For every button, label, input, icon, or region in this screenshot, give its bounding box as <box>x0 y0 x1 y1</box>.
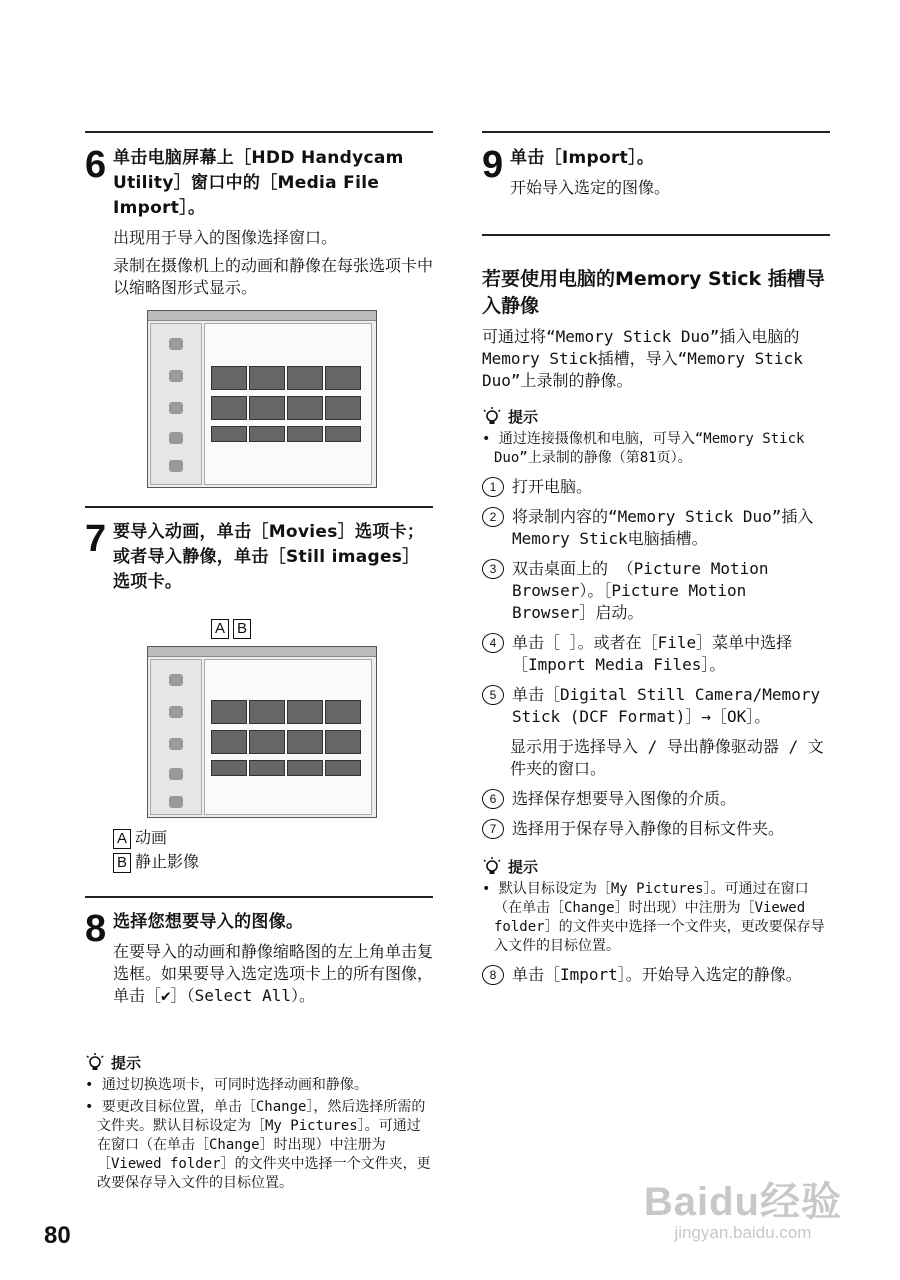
watermark <box>644 1170 842 1243</box>
hint-bullet: • 要更改目标位置，单击［Change］，然后选择所需的文件夹。默认目标设定为［My Pictures］。可通过在窗口（在单击［Change］时出现）中注册为［Viewed folder］的文件夹中选择一个文件夹，更改要保存导入文件的目标位置。 <box>85 1099 431 1191</box>
hint-bullet: • 默认目标设定为［My Pictures］。可通过在窗口（在单击［Change］时出现）中注册为［Viewed folder］的文件夹中选择一个文件夹，更改要保存导入文件的目标位置。 <box>482 881 825 954</box>
hint-bullet: • 通过切换选项卡，可同时选择动画和静像。 <box>85 1077 368 1093</box>
thumbnail <box>325 396 361 420</box>
sidebar-icon <box>169 370 183 382</box>
watermark-url: jingyan.baidu.com <box>674 1223 812 1242</box>
item-number: 4 <box>482 633 504 653</box>
item-text: 双击桌面上的 （Picture Motion Browser）。［Picture Motion Browser］启动。 <box>512 559 769 622</box>
window-titlebar <box>148 647 376 657</box>
divider <box>482 234 830 236</box>
thumbnail <box>287 700 323 724</box>
hint-header <box>482 856 830 877</box>
memory-stick-section <box>482 266 830 986</box>
thumbnail <box>249 760 285 776</box>
watermark-brand: Baidu经验 <box>643 1180 842 1224</box>
sidebar-icon <box>169 432 183 444</box>
step-text: 出现用于导入的图像选择窗口。 <box>113 228 338 247</box>
item-text: 将录制内容的“Memory Stick Duo”插入Memory Stick电脑插槽。 <box>512 507 814 548</box>
thumbnail <box>249 366 285 390</box>
thumbnail <box>287 760 323 776</box>
step-7 <box>85 520 433 595</box>
screenshot-sidebar <box>150 323 202 485</box>
item-text: 单击［Import］。开始导入选定的静像。 <box>512 965 802 984</box>
section-intro: 可通过将“Memory Stick Duo”插入电脑的Memory Stick插槽，导入“Memory Stick Duo”上录制的静像。 <box>482 327 803 390</box>
lightbulb-icon <box>482 857 502 877</box>
sidebar-icon <box>169 402 183 414</box>
legend-label-b: 静止影像 <box>135 852 200 871</box>
callout-legend <box>113 826 199 874</box>
sidebar-icon <box>169 460 183 472</box>
screenshot-main <box>204 323 372 485</box>
utility-screenshot-tabs <box>147 646 377 818</box>
thumbnail <box>287 426 323 442</box>
item-number: 7 <box>482 819 504 839</box>
lightbulb-icon <box>482 407 502 427</box>
step-heading: 单击［Import］。 <box>510 148 655 168</box>
thumbnail <box>211 760 247 776</box>
window-titlebar <box>148 311 376 321</box>
list-item <box>482 558 830 624</box>
item-number: 2 <box>482 507 504 527</box>
thumbnail <box>211 700 247 724</box>
list-item <box>482 632 830 676</box>
thumbnail <box>287 730 323 754</box>
hint-text: 通过连接摄像机和电脑，可导入“Memory Stick Duo”上录制的静像（第81页）。 <box>494 431 805 466</box>
step-number: 8 <box>85 908 107 950</box>
hint-header <box>85 1052 433 1073</box>
hint-title: 提示 <box>111 1054 142 1072</box>
step-heading: 要导入动画，单击［Movies］选项卡；或者导入静像，单击［Still images］选项卡。 <box>113 522 425 592</box>
item-text: 打开电脑。 <box>512 477 593 496</box>
step-9 <box>482 146 830 199</box>
sidebar-icon <box>169 738 183 750</box>
divider <box>85 506 433 508</box>
thumbnail <box>325 426 361 442</box>
step-8 <box>85 910 433 1007</box>
step-number: 6 <box>85 144 107 186</box>
legend-a <box>113 826 199 850</box>
thumbnail <box>325 700 361 724</box>
thumbnail <box>211 396 247 420</box>
step-number: 7 <box>85 518 107 560</box>
legend-box-a: A <box>113 829 131 849</box>
sidebar-icon <box>169 796 183 808</box>
thumbnail <box>325 730 361 754</box>
list-item <box>482 788 830 810</box>
thumbnail <box>249 730 285 754</box>
hint-title: 提示 <box>508 858 539 876</box>
sidebar-icon <box>169 338 183 350</box>
hint-text: 通过切换选项卡，可同时选择动画和静像。 <box>101 1077 368 1093</box>
lightbulb-icon <box>85 1053 105 1073</box>
callout-b: B <box>233 619 251 639</box>
item-number: 5 <box>482 685 504 705</box>
thumbnail <box>287 366 323 390</box>
item-text: 显示用于选择导入 / 导出静像驱动器 / 文件夹的窗口。 <box>510 737 824 778</box>
list-item-note <box>482 736 830 780</box>
legend-b <box>113 850 199 874</box>
legend-box-b: B <box>113 853 131 873</box>
thumbnail <box>249 426 285 442</box>
screenshot-sidebar <box>150 659 202 815</box>
list-item <box>482 506 830 550</box>
sidebar-icon <box>169 706 183 718</box>
thumbnail <box>211 366 247 390</box>
item-text: 选择保存想要导入图像的介质。 <box>512 789 737 808</box>
sidebar-icon <box>169 674 183 686</box>
hint-bullet: • 通过连接摄像机和电脑，可导入“Memory Stick Duo”上录制的静像（第81页）。 <box>482 431 805 466</box>
step-6 <box>85 146 433 299</box>
divider <box>85 131 433 133</box>
item-text: 单击［Digital Still Camera/Memory Stick (DCF Format)］→［OK］。 <box>512 685 821 726</box>
legend-label-a: 动画 <box>135 828 168 847</box>
hint-text: 默认目标设定为［My Pictures］。可通过在窗口（在单击［Change］时出现）中注册为［Viewed folder］的文件夹中选择一个文件夹，更改要保存导入文件的目标位置。 <box>494 881 825 954</box>
thumbnail <box>287 396 323 420</box>
list-item <box>482 476 830 498</box>
thumbnail <box>249 700 285 724</box>
page-number: 80 <box>44 1222 71 1249</box>
step-heading: 选择您想要导入的图像。 <box>113 912 304 932</box>
divider <box>482 131 830 133</box>
callout-a: A <box>211 619 229 639</box>
screenshot-main <box>204 659 372 815</box>
thumbnail <box>211 426 247 442</box>
item-number: 1 <box>482 477 504 497</box>
thumbnail <box>249 396 285 420</box>
step-text: 录制在摄像机上的动画和静像在每张选项卡中以缩略图形式显示。 <box>113 256 434 297</box>
hint-title: 提示 <box>508 408 539 426</box>
hint-box <box>85 1052 433 1193</box>
thumbnail <box>325 366 361 390</box>
step-text: 在要导入的动画和静像缩略图的左上角单击复选框。如果要导入选定选项卡上的所有图像，单击［✔］（Select All）。 <box>113 942 434 1005</box>
hint-header <box>482 406 830 427</box>
item-number: 3 <box>482 559 504 579</box>
section-title: 若要使用电脑的Memory Stick 插槽导入静像 <box>482 268 825 317</box>
step-number: 9 <box>482 144 504 186</box>
item-text: 单击［ ］。或者在［File］菜单中选择［Import Media Files］。 <box>512 633 793 674</box>
utility-screenshot <box>147 310 377 488</box>
thumbnail <box>325 760 361 776</box>
list-item <box>482 684 830 728</box>
hint-text: 要更改目标位置，单击［Change］，然后选择所需的文件夹。默认目标设定为［My Pictures］。可通过在窗口（在单击［Change］时出现）中注册为［Viewed folder］的文件夹中选择一个文件夹，更改要保存导入文件的目标位置。 <box>97 1099 431 1191</box>
list-item <box>482 818 830 840</box>
list-item <box>482 964 830 986</box>
callout-labels <box>211 618 255 639</box>
thumbnail <box>211 730 247 754</box>
divider <box>85 896 433 898</box>
sidebar-icon <box>169 768 183 780</box>
item-number: 8 <box>482 965 504 985</box>
item-text: 选择用于保存导入静像的目标文件夹。 <box>512 819 785 838</box>
item-number: 6 <box>482 789 504 809</box>
step-text: 开始导入选定的图像。 <box>510 178 671 197</box>
step-heading: 单击电脑屏幕上［HDD Handycam Utility］窗口中的［Media File Import］。 <box>113 148 404 218</box>
